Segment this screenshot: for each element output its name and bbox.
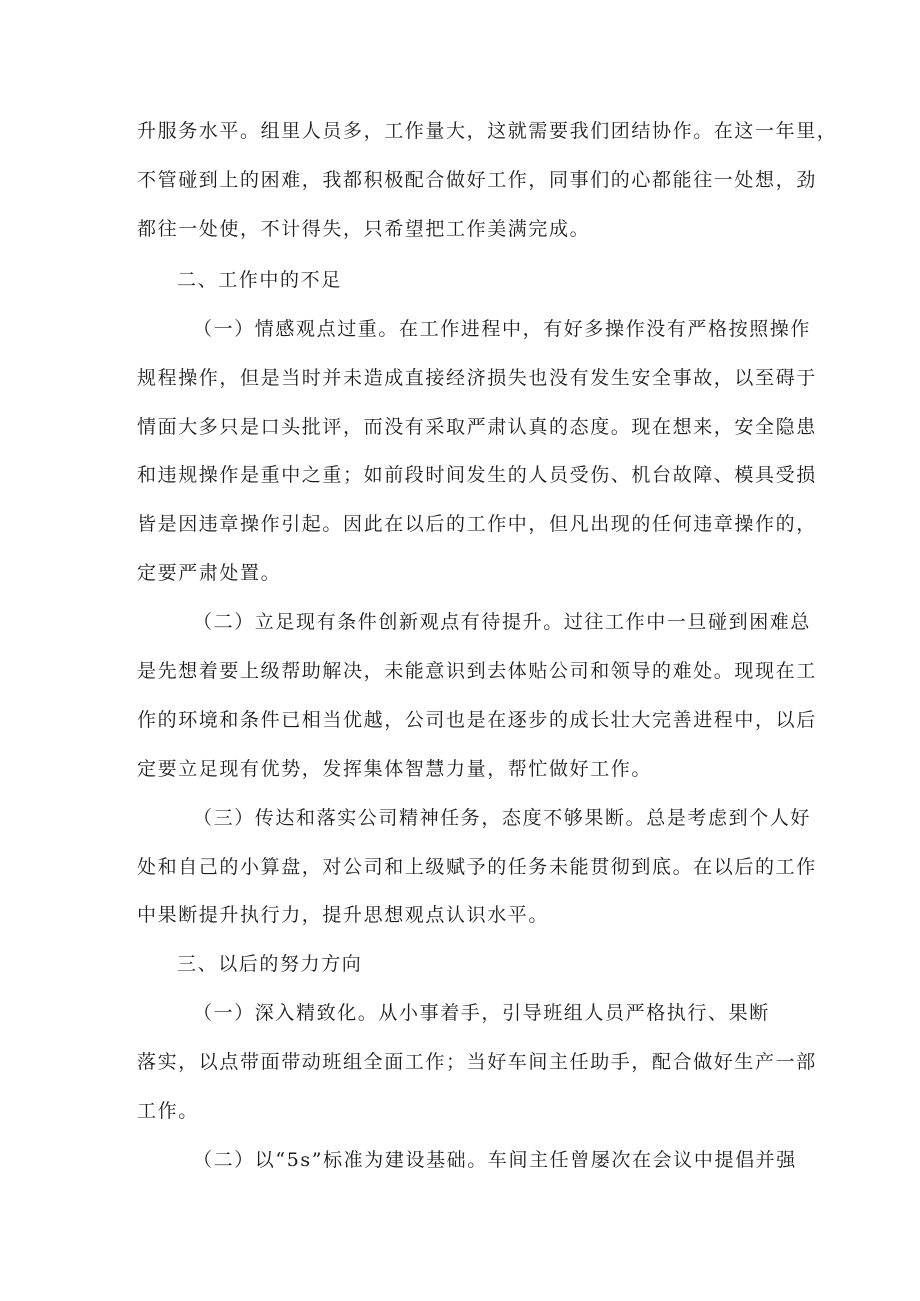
paragraph-line: （一）深入精致化。从小事着手，引导班组人员严格执行、果断	[193, 1002, 770, 1024]
paragraph-line: （二）以“5s”标准为建设基础。车间主任曾屡次在会议中提倡并强	[193, 1149, 797, 1171]
paragraph-line: 规程操作，但是当时并未造成直接经济损失也没有发生安全事故，以至碍于	[137, 367, 817, 389]
paragraph-line: 是先想着要上级帮助解决，未能意识到去体贴公司和领导的难处。现现在工	[137, 660, 817, 682]
paragraph-line: 作的环境和条件已相当优越，公司也是在逐步的成长壮大完善进程中，以后	[137, 709, 817, 731]
section-heading: 二、工作中的不足	[177, 269, 342, 291]
section-heading: 三、以后的努力方向	[177, 953, 363, 975]
paragraph-line: 情面大多只是口头批评，而没有采取严肃认真的态度。现在想来，安全隐患	[137, 416, 817, 438]
paragraph-line: 定要立足现有优势，发挥集体智慧力量，帮忙做好工作。	[137, 758, 653, 780]
paragraph-line: 皆是因违章操作引起。因此在以后的工作中，但凡出现的任何违章操作的，	[137, 513, 817, 535]
paragraph-line: 定要严肃处置。	[137, 562, 282, 584]
paragraph-line: 处和自己的小算盘，对公司和上级赋予的任务未能贯彻到底。在以后的工作	[137, 856, 817, 878]
paragraph-line: 落实，以点带面带动班组全面工作；当好车间主任助手，配合做好生产一部	[137, 1051, 817, 1073]
paragraph-line: 不管碰到上的困难，我都积极配合做好工作，同事们的心都能往一处想，劲	[137, 169, 817, 191]
paragraph-line: （一）情感观点过重。在工作进程中，有好多操作没有严格按照操作	[193, 318, 812, 340]
paragraph-line: （二）立足现有条件创新观点有待提升。过往工作中一旦碰到困难总	[193, 611, 812, 633]
paragraph-line: 和违规操作是重中之重；如前段时间发生的人员受伤、机台故障、模具受损	[137, 464, 817, 486]
paragraph-line: 升服务水平。组里人员多，工作量大，这就需要我们团结协作。在这一年里，	[137, 120, 838, 142]
paragraph-line: 中果断提升执行力，提升思想观点认识水平。	[137, 904, 550, 926]
paragraph-line: 都往一处使，不计得失，只希望把工作美满完成。	[137, 218, 591, 240]
paragraph-line: 工作。	[137, 1100, 199, 1122]
paragraph-line: （三）传达和落实公司精神任务，态度不够果断。总是考虑到个人好	[193, 807, 812, 829]
